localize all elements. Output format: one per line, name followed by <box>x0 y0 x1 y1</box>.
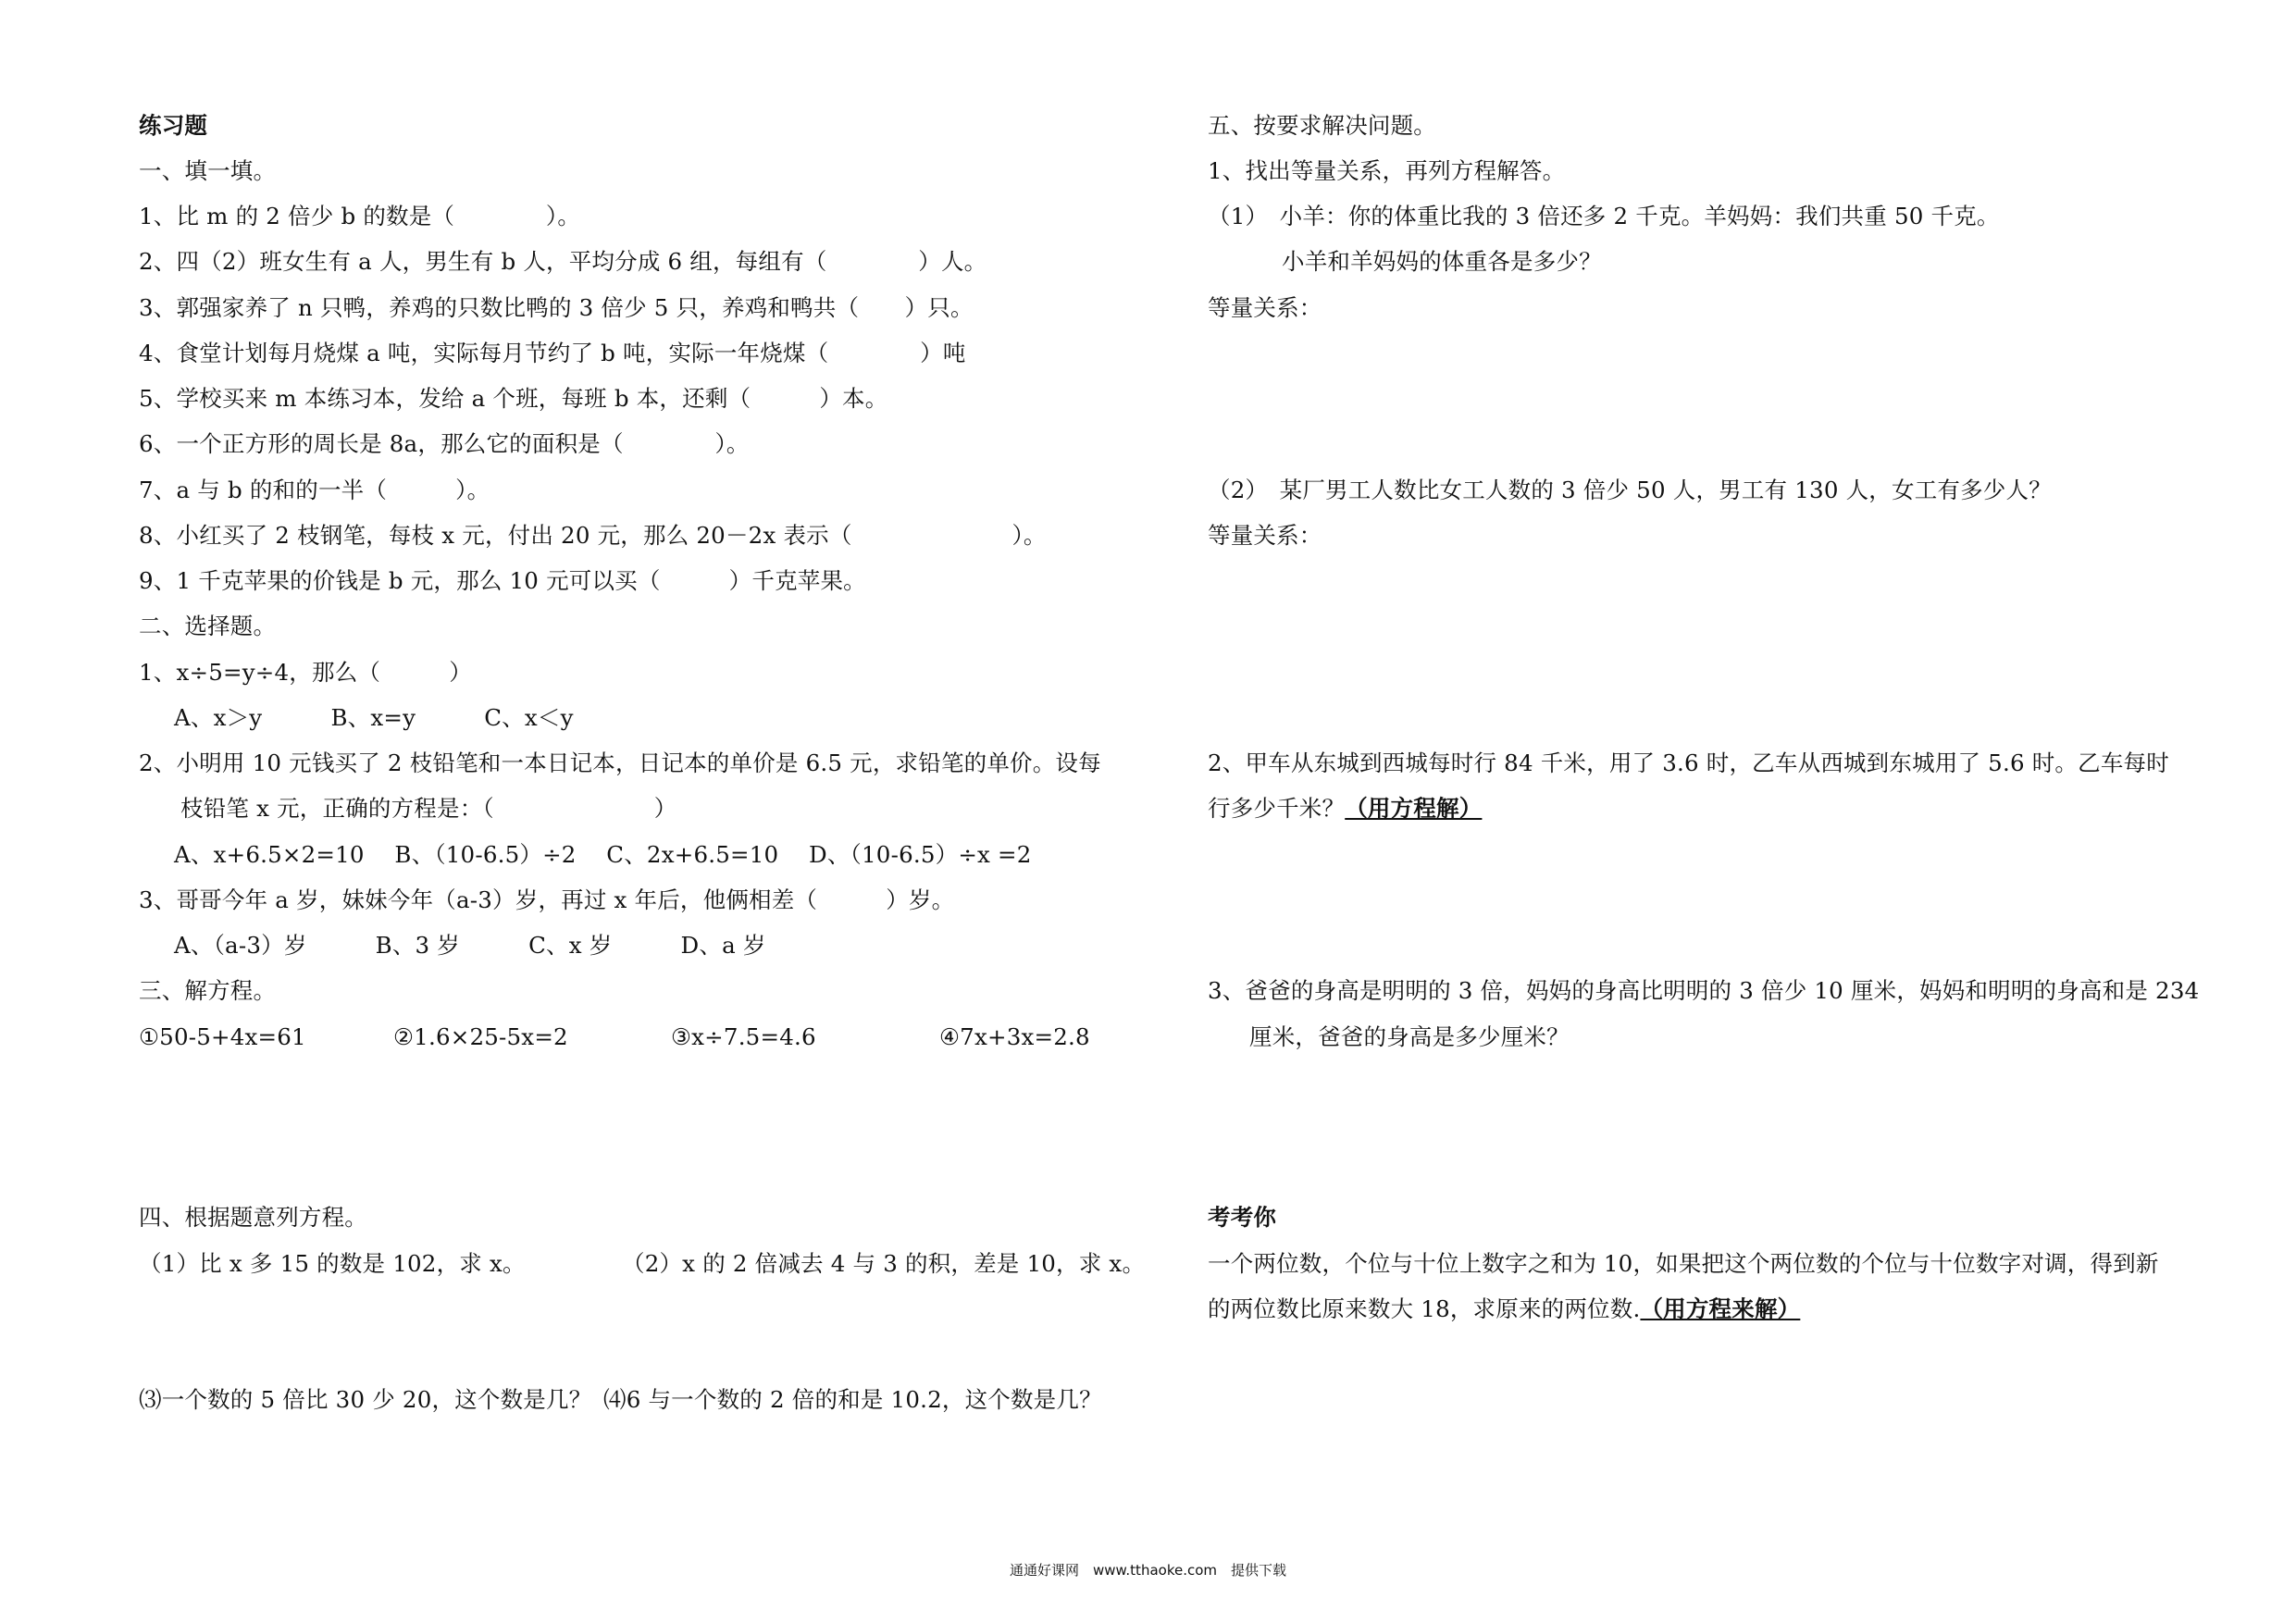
challenge-method: （用方程来解） <box>1640 1295 1801 1322</box>
section-word-problems: 五、按要求解决问题。 <box>1208 112 1436 139</box>
section-choice: 二、选择题。 <box>139 613 277 639</box>
worksheet-title: 练习题 <box>139 112 208 139</box>
equation-4: ④7x+3x=2.8 <box>939 1023 1090 1050</box>
fill-q3: 3、郭强家养了 n 只鸭，养鸡的只数比鸭的 3 倍少 5 只，养鸡和鸭共（ ）只。 <box>139 294 974 321</box>
write-eq-1: （1）比 x 多 15 的数是 102，求 x。 <box>139 1250 526 1277</box>
word-problem-2-method: （用方程解） <box>1345 795 1483 822</box>
word-problem-2-text: 行多少千米？ <box>1208 795 1346 822</box>
word-problem-3-line1: 3、爸爸的身高是明明的 3 倍，妈妈的身高比明明的 3 倍少 10 厘米，妈妈和明明的身高和是 234 <box>1208 977 2200 1004</box>
fill-q2: 2、四（2）班女生有 a 人，男生有 b 人，平均分成 6 组，每组有（ ）人。 <box>139 248 987 275</box>
section-fill-blank: 一、填一填。 <box>139 157 277 184</box>
fill-q5: 5、学校买来 m 本练习本，发给 a 个班，每班 b 本，还剩（ ）本。 <box>139 385 888 412</box>
equal-relation-label-1: 等量关系： <box>1208 294 1322 321</box>
footer-source: 通通好课网 www.tthaoke.com 提供下载 <box>1009 1562 1287 1579</box>
fill-q1: 1、比 m 的 2 倍少 b 的数是（ ）。 <box>139 203 581 229</box>
choice-q2-line1: 2、小明用 10 元钱买了 2 枝铅笔和一本日记本，日记本的单价是 6.5 元，求铅笔的单价。设每 <box>139 750 1101 776</box>
word-problem-1-part1-question: 小羊和羊妈妈的体重各是多少？ <box>1282 248 1602 275</box>
equation-2: ②1.6×25-5x=2 <box>393 1023 568 1050</box>
fill-q4: 4、食堂计划每月烧煤 a 吨，实际每月节约了 b 吨，实际一年烧煤（ ）吨 <box>139 340 966 366</box>
choice-q1-options: A、x＞y B、x=y C、x＜y <box>174 704 574 731</box>
equal-relation-label-2: 等量关系： <box>1208 522 1322 549</box>
choice-q3: 3、哥哥今年 a 岁，妹妹今年（a-3）岁，再过 x 年后，他俩相差（ ）岁。 <box>139 886 955 913</box>
word-problem-1: 1、找出等量关系，再列方程解答。 <box>1208 157 1566 184</box>
equation-3: ③x÷7.5=4.6 <box>671 1023 816 1050</box>
choice-q3-options: A、（a-3）岁 B、3 岁 C、x 岁 D、a 岁 <box>174 932 766 959</box>
word-problem-3-line2: 厘米，爸爸的身高是多少厘米？ <box>1249 1023 1570 1050</box>
write-eq-4: ⑷6 与一个数的 2 倍的和是 10.2，这个数是几？ <box>603 1386 1102 1413</box>
challenge-title: 考考你 <box>1208 1204 1277 1231</box>
fill-q6: 6、一个正方形的周长是 8a，那么它的面积是（ ）。 <box>139 430 750 457</box>
section-write-equations: 四、根据题意列方程。 <box>139 1204 367 1231</box>
word-problem-2-line1: 2、甲车从东城到西城每时行 84 千米，用了 3.6 时，乙车从西城到东城用了 5.6 时。乙车每时 <box>1208 750 2169 776</box>
fill-q7: 7、a 与 b 的和的一半（ ）。 <box>139 477 490 503</box>
section-solve-equations: 三、解方程。 <box>139 977 277 1004</box>
fill-q9: 9、1 千克苹果的价钱是 b 元，那么 10 元可以买（ ）千克苹果。 <box>139 567 866 594</box>
choice-q2-options: A、x+6.5×2=10 B、（10-6.5）÷2 C、2x+6.5=10 D、（10-6.5）÷x =2 <box>174 841 1032 868</box>
word-problem-1-part1: （1） 小羊：你的体重比我的 3 倍还多 2 千克。羊妈妈：我们共重 50 千克。 <box>1208 203 2000 229</box>
fill-q8: 8、小红买了 2 枝钢笔，每枝 x 元，付出 20 元，那么 20－2x 表示（ ）。 <box>139 522 1047 549</box>
word-problem-2-line2 <box>1208 794 1482 824</box>
choice-q2-line2: 枝铅笔 x 元，正确的方程是：（ ） <box>180 795 677 822</box>
write-eq-3: ⑶一个数的 5 倍比 30 少 20，这个数是几？ <box>139 1386 592 1413</box>
choice-q1: 1、x÷5=y÷4，那么（ ） <box>139 659 472 686</box>
challenge-line1: 一个两位数，个位与十位上数字之和为 10，如果把这个两位数的个位与十位数字对调，得到新 <box>1208 1250 2159 1277</box>
challenge-text: 的两位数比原来数大 18，求原来的两位数. <box>1208 1295 1641 1322</box>
challenge-line2 <box>1208 1295 1800 1324</box>
equation-1: ①50-5+4x=61 <box>139 1023 306 1050</box>
write-eq-2: （2）x 的 2 倍减去 4 与 3 的积，差是 10，求 x。 <box>622 1250 1146 1277</box>
word-problem-1-part2: （2） 某厂男工人数比女工人数的 3 倍少 50 人，男工有 130 人，女工有多少人？ <box>1208 477 2052 503</box>
